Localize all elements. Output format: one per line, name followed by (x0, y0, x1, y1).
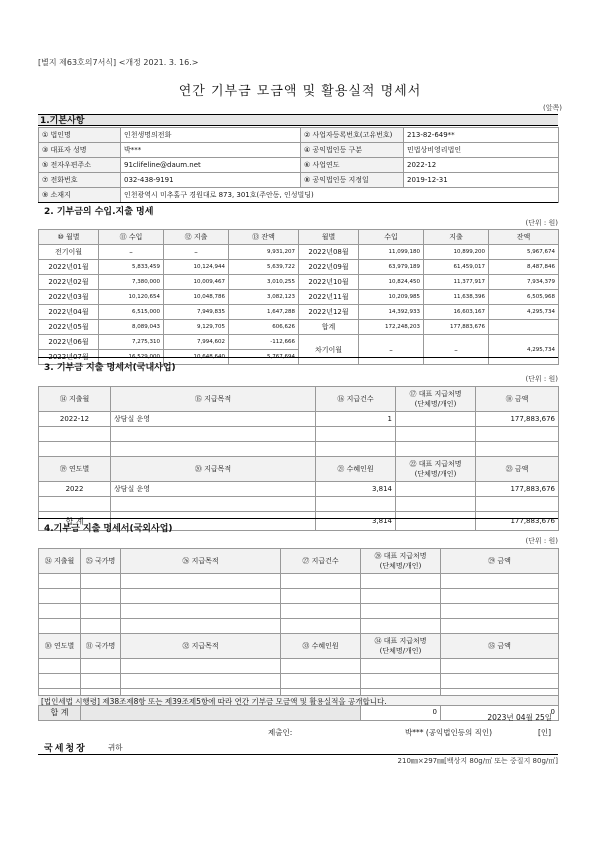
empty-cell (476, 442, 559, 457)
section3-heading: 3. 기부금 지출 명세서(국내사업) (44, 363, 176, 373)
empty-cell (121, 659, 281, 674)
empty-cell (396, 497, 476, 512)
section-divider (38, 202, 558, 203)
field-value: 91clifeline@daum.net (121, 158, 301, 173)
amount-cell: 7,934,379 (489, 275, 559, 290)
empty-cell (441, 674, 559, 689)
header-row (39, 387, 559, 412)
table-cell: 177,883,676 (476, 412, 559, 427)
amount-cell: 7,275,310 (99, 335, 164, 350)
column-header: ㉚ 연도별 (39, 634, 81, 659)
empty-cell (281, 589, 361, 604)
section4-unit: (단위 : 원) (525, 537, 558, 545)
amount-cell: 9,931,207 (229, 245, 299, 260)
empty-cell (39, 604, 81, 619)
amount-cell: 10,120,654 (99, 290, 164, 305)
section4-heading: 4.기부금 지출 명세서(국외사업) (44, 524, 173, 534)
empty-cell (361, 659, 441, 674)
form-number: [별지 제63호의7서식] <개정 2021. 3. 16.> (38, 58, 199, 67)
total-cell: 합 계 (39, 512, 111, 531)
column-header: 잔액 (489, 230, 559, 245)
month-row (39, 290, 559, 305)
document-title: 연간 기부금 모금액 및 활용실적 명세서 (178, 84, 422, 99)
header-row (39, 634, 559, 659)
empty-cell (81, 619, 121, 634)
empty-cell (441, 574, 559, 589)
empty-cell (39, 574, 81, 589)
carryover-balance: 4,295,734 (489, 335, 559, 365)
column-header: ⑪ 수입 (99, 230, 164, 245)
header-row (39, 457, 559, 482)
empty-cell (396, 427, 476, 442)
column-header: ㉝ 수혜인원 (281, 634, 361, 659)
column-header: ㉑ 수혜인원 (316, 457, 396, 482)
empty-row (39, 427, 559, 442)
amount-cell: 5,639,722 (229, 260, 299, 275)
empty-row (39, 674, 559, 689)
amount-cell: 7,994,602 (164, 335, 229, 350)
basic-info-row (39, 128, 559, 143)
total-cell: 3,814 (316, 512, 396, 531)
empty-cell (111, 497, 316, 512)
amount-cell: 63,979,189 (359, 260, 424, 275)
empty-cell (281, 659, 361, 674)
page-side-label: (앞쪽) (543, 104, 562, 112)
field-label: ⑧ 공익법인등 지정일 (301, 173, 404, 188)
address-value: 인천광역시 미추홀구 경원대로 873, 301호(주안동, 인성빌딩) (121, 188, 559, 203)
empty-row (39, 659, 559, 674)
column-header: ㉒ 대표 지급처명 (단체명/개인) (396, 457, 476, 482)
amount-cell: 11,638,396 (424, 290, 489, 305)
month-label: 2022년08월 (299, 245, 359, 260)
column-header: ㉓ 금액 (476, 457, 559, 482)
field-value: 박*** (121, 143, 301, 158)
empty-cell (111, 427, 316, 442)
amount-cell: 10,648,640 (164, 350, 229, 365)
amount-cell: 3,010,255 (229, 275, 299, 290)
column-header: ⑮ 지급목적 (111, 387, 316, 412)
month-row (39, 335, 559, 350)
amount-cell: 10,009,467 (164, 275, 229, 290)
empty-cell (281, 604, 361, 619)
total-cell (396, 512, 476, 531)
empty-cell (361, 589, 441, 604)
field-value: 2022-12 (404, 158, 559, 173)
amount-cell: 61,459,017 (424, 260, 489, 275)
column-header: ⑲ 연도별 (39, 457, 111, 482)
empty-cell (121, 589, 281, 604)
month-row (39, 260, 559, 275)
header-row (39, 549, 559, 574)
carryover-expense: – (424, 335, 489, 365)
column-header: ⑳ 지급목적 (111, 457, 316, 482)
empty-cell (81, 674, 121, 689)
amount-cell: 8,089,043 (99, 320, 164, 335)
empty-cell (361, 604, 441, 619)
month-label: 2022년06월 (39, 335, 99, 350)
amount-cell (489, 320, 559, 335)
total-count: 0 (361, 704, 441, 721)
amount-cell: – (99, 245, 164, 260)
total-cell: 177,883,676 (476, 512, 559, 531)
column-header: ⑯ 지급건수 (316, 387, 396, 412)
field-value: 2019-12-31 (404, 173, 559, 188)
total-label: 합 계 (39, 704, 81, 721)
field-label: ④ 공익법인등 구분 (301, 143, 404, 158)
field-label: ⑨ 소재지 (39, 188, 121, 203)
empty-cell (81, 604, 121, 619)
amount-cell: 10,048,786 (164, 290, 229, 305)
empty-cell (316, 427, 396, 442)
empty-cell (441, 589, 559, 604)
month-row (39, 275, 559, 290)
section3-unit: (단위 : 원) (525, 375, 558, 383)
submitter-name: 박*** (공익법인등의 직인) (405, 728, 493, 737)
recipient: 국세청장 (44, 744, 87, 754)
empty-cell (316, 497, 396, 512)
empty-row (39, 619, 559, 634)
column-header: ㉛ 국가명 (81, 634, 121, 659)
income-expense-table (38, 229, 559, 365)
amount-cell: 6,505,968 (489, 290, 559, 305)
section-divider (38, 518, 558, 519)
table-cell (396, 482, 476, 497)
amount-cell: 16,529,000 (99, 350, 164, 365)
amount-cell: 11,377,917 (424, 275, 489, 290)
field-label: ② 사업자등록번호(고유번호) (301, 128, 404, 143)
table-cell: 1 (316, 412, 396, 427)
amount-cell: 5,967,674 (489, 245, 559, 260)
empty-cell (39, 497, 111, 512)
column-header: 수입 (359, 230, 424, 245)
empty-cell (441, 659, 559, 674)
amount-cell: 7,380,000 (99, 275, 164, 290)
empty-cell (396, 442, 476, 457)
empty-row (39, 574, 559, 589)
submitter-label: 제출인: (268, 728, 293, 737)
basic-info-row (39, 143, 559, 158)
column-header: ㉕ 국가명 (81, 549, 121, 574)
column-header: ㉟ 금액 (441, 634, 559, 659)
amount-cell: 11,099,180 (359, 245, 424, 260)
month-label: 합계 (299, 320, 359, 335)
domestic-expense-table (38, 386, 559, 531)
empty-cell (361, 674, 441, 689)
amount-cell: 10,209,985 (359, 290, 424, 305)
column-header: ㉔ 지출월 (39, 549, 81, 574)
amount-cell: 10,124,944 (164, 260, 229, 275)
amount-cell: 606,626 (229, 320, 299, 335)
month-label: 2022년04월 (39, 305, 99, 320)
empty-row (39, 604, 559, 619)
section-divider (38, 357, 558, 358)
column-header: ㉜ 지급목적 (121, 634, 281, 659)
month-label: 2022년12월 (299, 305, 359, 320)
paper-spec: 210㎜×297㎜[백상지 80g/㎡ 또는 중질지 80g/㎡] (397, 757, 558, 765)
empty-cell (39, 674, 81, 689)
empty-cell (39, 619, 81, 634)
column-header: ⑬ 잔액 (229, 230, 299, 245)
amount-cell: 172,248,203 (359, 320, 424, 335)
column-header: 지출 (424, 230, 489, 245)
table-cell: 상담실 운영 (111, 482, 316, 497)
carryover-income: – (359, 335, 424, 365)
month-label: 2022년11월 (299, 290, 359, 305)
legal-statement: [법인세법 시행령] 제38조제8항 또는 제39조제5항에 따라 연간 기부금 모금액 및 활용실적을 공개합니다. (38, 695, 558, 706)
header-row (39, 230, 559, 245)
empty-cell (81, 659, 121, 674)
section2-heading: 2. 기부금의 수입.지출 명세 (44, 207, 154, 217)
table-cell: 상담실 운영 (111, 412, 316, 427)
column-header: ㉘ 대표 지급처명 (단체명/개인) (361, 549, 441, 574)
address-row (39, 188, 559, 203)
field-value: 213-82-649** (404, 128, 559, 143)
amount-cell: 177,883,676 (424, 320, 489, 335)
amount-cell: 7,949,835 (164, 305, 229, 320)
field-label: ③ 대표자 성명 (39, 143, 121, 158)
field-value: 032-438-9191 (121, 173, 301, 188)
field-label: ① 법인명 (39, 128, 121, 143)
empty-cell (81, 574, 121, 589)
expense-row (39, 412, 559, 427)
empty-cell (281, 574, 361, 589)
empty-cell (281, 674, 361, 689)
submission-date: 2023년 04월 25일 (487, 713, 552, 722)
month-label: 전기이월 (39, 245, 99, 260)
carryover-label: 차기이월 (299, 335, 359, 365)
empty-cell (121, 674, 281, 689)
empty-row (39, 589, 559, 604)
month-label: 2022년07월 (39, 350, 99, 365)
table-cell: 3,814 (316, 482, 396, 497)
month-row (39, 305, 559, 320)
amount-cell: 9,129,705 (164, 320, 229, 335)
amount-cell: – (164, 245, 229, 260)
empty-cell (39, 442, 111, 457)
table-cell: 2022 (39, 482, 111, 497)
month-label: 2022년02월 (39, 275, 99, 290)
month-label: 2022년03월 (39, 290, 99, 305)
empty-cell (361, 619, 441, 634)
amount-cell: 1,647,288 (229, 305, 299, 320)
field-value: 인천생명의전화 (121, 128, 301, 143)
month-label: 2022년01월 (39, 260, 99, 275)
empty-cell (111, 442, 316, 457)
empty-cell (361, 574, 441, 589)
amount-cell: 8,487,846 (489, 260, 559, 275)
amount-cell: -112,666 (229, 335, 299, 350)
field-label: ⑥ 사업연도 (301, 158, 404, 173)
section1-heading: 1.기본사항 (38, 114, 558, 126)
footer-divider (38, 754, 558, 755)
month-label: 2022년09월 (299, 260, 359, 275)
column-header: ㉖ 지급목적 (121, 549, 281, 574)
basic-info-row (39, 158, 559, 173)
empty-cell (476, 497, 559, 512)
table-cell: 2022-12 (39, 412, 111, 427)
table-cell: 177,883,676 (476, 482, 559, 497)
total-amount: 0 (441, 704, 559, 721)
empty-cell (281, 619, 361, 634)
column-header: ㉗ 지급건수 (281, 549, 361, 574)
section2-unit: (단위 : 원) (525, 219, 558, 227)
column-header: ⑫ 지출 (164, 230, 229, 245)
empty-cell (39, 589, 81, 604)
seal-mark: [인] (538, 728, 552, 737)
month-row (39, 245, 559, 260)
field-value: 민법상비영리법인 (404, 143, 559, 158)
amount-cell: 10,899,200 (424, 245, 489, 260)
empty-cell (39, 659, 81, 674)
empty-cell (441, 619, 559, 634)
column-header: ㉙ 금액 (441, 549, 559, 574)
amount-cell: 10,824,450 (359, 275, 424, 290)
amount-cell: 4,295,734 (489, 305, 559, 320)
field-label: ⑦ 전화번호 (39, 173, 121, 188)
amount-cell: 5,833,459 (99, 260, 164, 275)
expense-row (39, 482, 559, 497)
empty-row (39, 442, 559, 457)
empty-cell (121, 604, 281, 619)
empty-cell (441, 604, 559, 619)
amount-cell: 16,603,167 (424, 305, 489, 320)
column-header: ⑭ 지출월 (39, 387, 111, 412)
column-header: ⑱ 금액 (476, 387, 559, 412)
empty-cell (81, 589, 121, 604)
empty-cell (121, 619, 281, 634)
month-row (39, 320, 559, 335)
amount-cell: 5,767,694 (229, 350, 299, 365)
column-header: 월별 (299, 230, 359, 245)
month-label: 2022년05월 (39, 320, 99, 335)
empty-cell (39, 427, 111, 442)
amount-cell: 14,392,933 (359, 305, 424, 320)
amount-cell: 6,515,000 (99, 305, 164, 320)
column-header: ⑩ 월별 (39, 230, 99, 245)
column-header: ⑰ 대표 지급처명 (단체명/개인) (396, 387, 476, 412)
field-label: ⑤ 전자우편주소 (39, 158, 121, 173)
month-label: 2022년10월 (299, 275, 359, 290)
empty-row (39, 497, 559, 512)
empty-cell (316, 442, 396, 457)
empty-cell (121, 574, 281, 589)
basic-info-row (39, 173, 559, 188)
basic-info-table (38, 127, 559, 203)
amount-cell: 3,082,123 (229, 290, 299, 305)
table-cell (396, 412, 476, 427)
recipient-honorific: 귀하 (108, 743, 123, 752)
empty-cell (476, 427, 559, 442)
column-header: ㉞ 대표 지급처명 (단체명/개인) (361, 634, 441, 659)
